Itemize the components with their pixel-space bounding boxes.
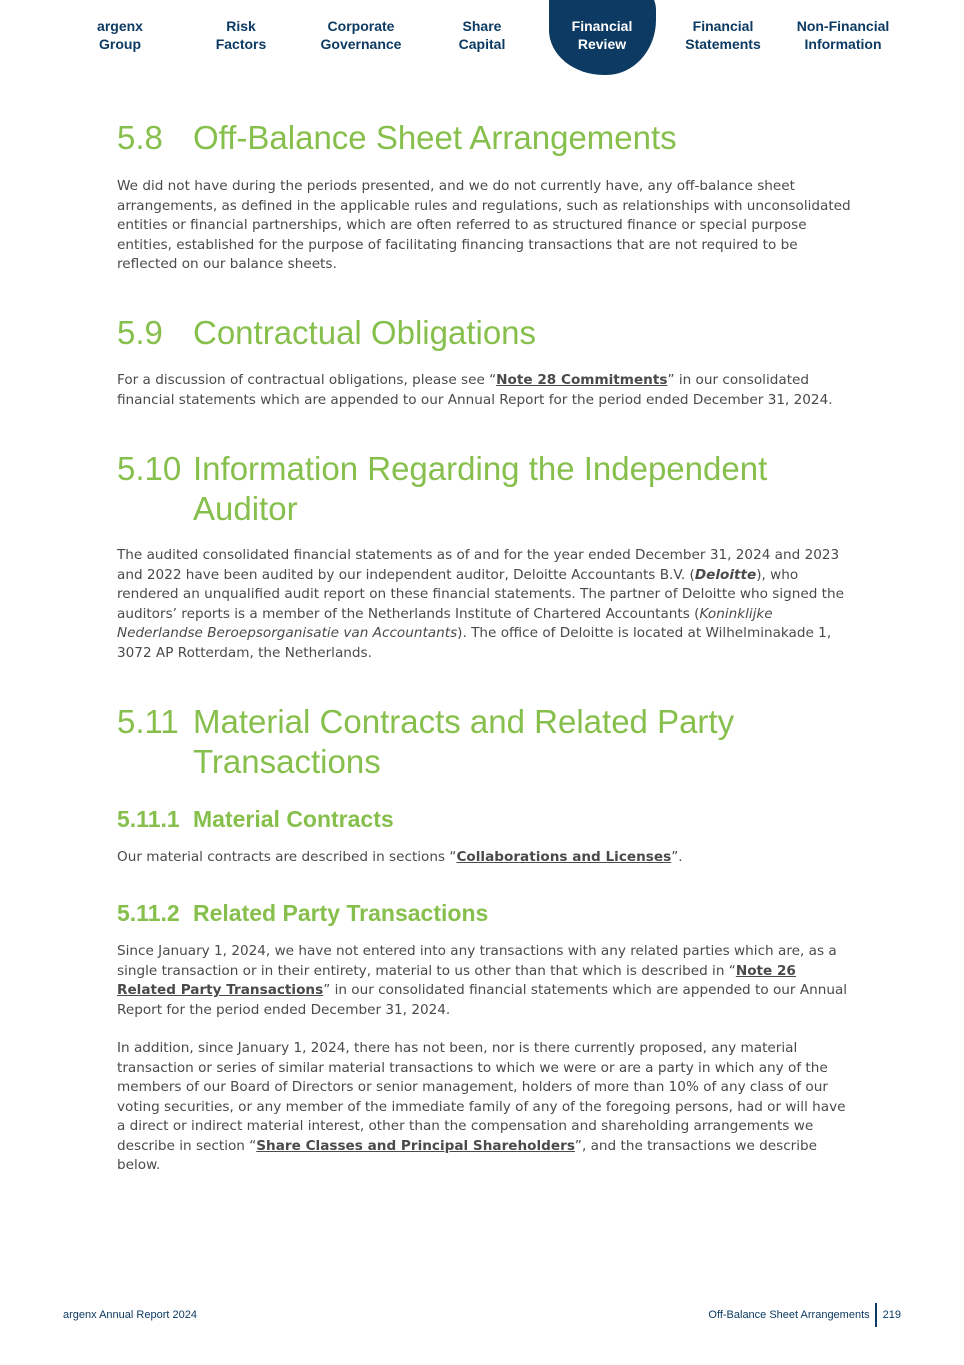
text-run: ). The office of Deloitte is located at Wilhelminakade 1, 3072 AP Rotterdam, the Netherlands.	[117, 625, 832, 661]
page-number: 219	[882, 1309, 901, 1321]
subsection-heading-5-11-1	[117, 805, 857, 833]
section-heading-5-9	[117, 313, 857, 353]
text-run: Our material contracts are described in sections “	[117, 849, 457, 865]
nav-item-label: Non-Financial	[796, 18, 890, 34]
nav-item-label: Review	[577, 36, 627, 52]
text-run-italic: Koninklijke Nederlandse Beroepsorganisatie van Accountants	[117, 605, 773, 641]
section-heading-5-10	[117, 449, 857, 529]
subsection-number: 5.11.1	[117, 806, 180, 832]
nav-item-label: Governance	[320, 36, 402, 52]
text-run: In addition, since January 1, 2024, there has not been, nor is there currently proposed, any material transaction or series of similar material transactions to which we were or are a party in which any of the members of our Board of Directors or senior management, holders of more than 10% of any class of our voting securities, or any member of the immediate family of any of the foregoing persons, had or will have a direct or indirect material interest, other than the compensation and shareholding arrangements we describe in section “	[117, 1040, 846, 1154]
section-number: 5.10	[117, 450, 182, 487]
nav-item-risk-factors[interactable]	[181, 17, 301, 53]
paragraph-auditor	[117, 546, 852, 663]
section-number: 5.8	[117, 119, 163, 156]
link-note-26-related-party-transactions[interactable]: Note 26 Related Party Transactions	[117, 962, 796, 998]
paragraph-related-party-2	[117, 1039, 852, 1176]
subsection-number: 5.11.2	[117, 900, 180, 926]
text-run: ”.	[671, 849, 683, 865]
nav-item-label: Group	[99, 36, 141, 52]
top-navigation	[60, 0, 904, 80]
text-run: ”, and the transactions we describe below.	[117, 1137, 818, 1173]
section-title: Off-Balance Sheet Arrangements	[193, 119, 677, 156]
section-heading-5-8	[117, 118, 857, 158]
section-heading-5-11	[117, 702, 857, 782]
paragraph-material-contracts	[117, 848, 852, 868]
section-number: 5.9	[117, 314, 163, 351]
subsection-heading-5-11-2	[117, 899, 857, 927]
footer-section-name: Off-Balance Sheet Arrangements	[708, 1309, 870, 1321]
nav-item-label: Capital	[458, 36, 506, 52]
text-run: ), who rendered an unqualified audit report on these financial statements. The partner of Deloitte who signed the auditors’ reports is a member of the Netherlands Institute of Chartered Accountants (	[117, 566, 844, 622]
nav-item-non-financial-information[interactable]	[783, 17, 903, 53]
nav-item-label: Factors	[215, 36, 267, 52]
paragraph-contractual	[117, 371, 852, 410]
section-title: Contractual Obligations	[193, 314, 537, 351]
section-title-line2: Auditor	[193, 490, 298, 527]
nav-item-label: Information	[804, 36, 882, 52]
nav-item-label: Share	[462, 18, 502, 34]
text-run: For a discussion of contractual obligations, please see “	[117, 372, 497, 388]
nav-item-share-capital[interactable]	[422, 17, 542, 53]
nav-item-financial-review[interactable]	[542, 17, 662, 53]
subsection-title: Related Party Transactions	[193, 900, 489, 926]
section-title-line1: Material Contracts and Related Party	[193, 703, 735, 740]
section-title-line1: Information Regarding the Independent	[193, 450, 768, 487]
nav-item-label: Financial	[571, 18, 633, 34]
footer-report-title: argenx Annual Report 2024	[63, 1309, 197, 1321]
nav-item-label: argenx	[97, 18, 143, 34]
text-run: Since January 1, 2024, we have not entered into any transactions with any related parties which are, as a single transaction or in their entirety, material to us other than that which is described in “	[117, 943, 837, 979]
subsection-title: Material Contracts	[193, 806, 394, 832]
section-number: 5.11	[117, 703, 179, 740]
nav-item-corporate-governance[interactable]	[301, 17, 421, 53]
footer-page-info	[708, 1303, 901, 1327]
text-run: The audited consolidated financial statements as of and for the year ended December 31, 2024 and 2023 and 2022 have been audited by our independent auditor, Deloitte Accountants B.V. (	[117, 547, 840, 583]
paragraph-off-balance: We did not have during the periods presented, and we do not currently have, any off-balance sheet arrangements, as defined in the applicable rules and regulations, such as relationships with unconsolidated entities or financial partnerships, which are often referred to as structured finance or special purpose entities, established for the purpose of facilitating financing transactions that are not required to be reflected on our balance sheets.	[117, 178, 851, 272]
nav-item-argenx-group[interactable]	[60, 17, 180, 53]
paragraph-related-party-1	[117, 942, 852, 1020]
section-title-line2: Transactions	[193, 743, 381, 780]
link-note-28-commitments[interactable]: Note 28 Commitments	[496, 372, 668, 388]
text-run: ” in our consolidated financial statements which are appended to our Annual Report for the period ended December 31, 2024.	[117, 372, 833, 408]
text-run: ” in our consolidated financial statements which are appended to our Annual Report for the period ended December 31, 2024.	[117, 982, 848, 1018]
nav-item-label: Statements	[685, 36, 761, 52]
nav-item-financial-statements[interactable]	[663, 17, 783, 53]
nav-item-label: Financial	[692, 18, 754, 34]
link-collaborations-and-licenses[interactable]: Collaborations and Licenses	[456, 849, 672, 865]
footer-divider	[875, 1303, 877, 1327]
nav-item-label: Risk	[226, 18, 256, 34]
nav-item-label: Corporate	[327, 18, 395, 34]
link-share-classes-and-principal-shareholders[interactable]: Share Classes and Principal Shareholders	[256, 1137, 575, 1154]
text-run-bold-italic: Deloitte	[694, 566, 757, 583]
